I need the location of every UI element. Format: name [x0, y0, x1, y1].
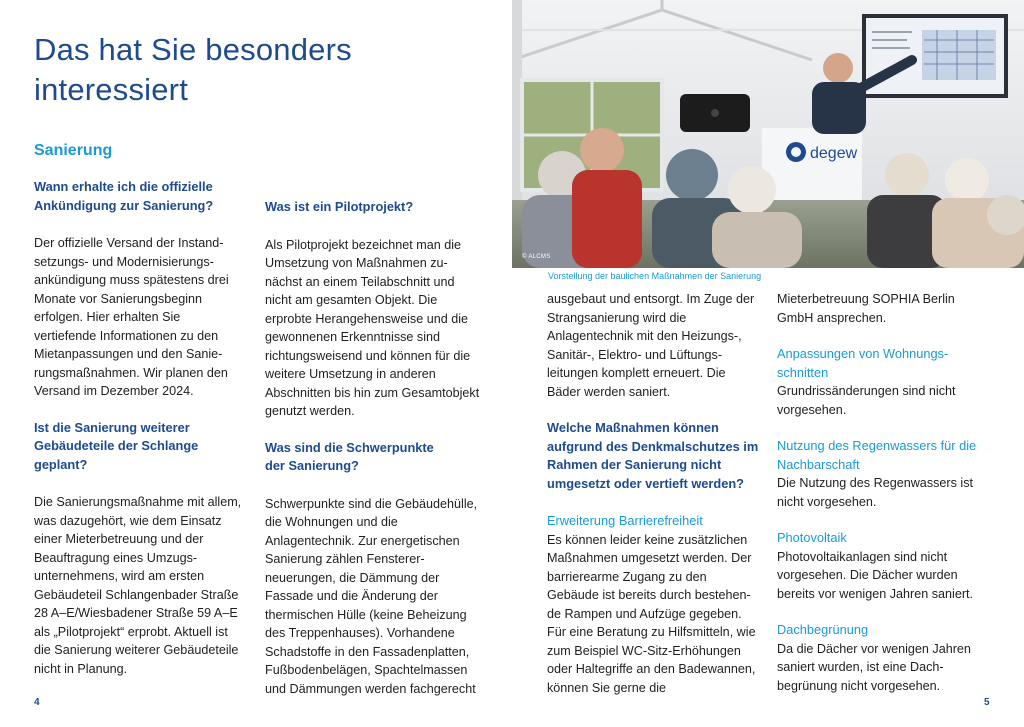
answer-text: Der offizielle Versand der Instandsetzungs- und Modernisierungsankündigung muss spätestens drei Monate vor Sanierungsbeginn erfolgen. Hier erhalten Sie vertiefende Informationen zu den Mietanpassungen und den Sanierungsmaßnahmen. Wir planen den Versand im Dezember 2024. [34, 236, 229, 398]
answer-text: Grundrissänderungen sind nicht vorgesehen. [777, 384, 956, 417]
banner-text: degew [810, 145, 858, 162]
column-3 [547, 290, 759, 697]
answer-text: Da die Dächer vor wenigen Jahren saniert wurden, ist eine Dachbegrünung nicht vorgesehen. [777, 641, 971, 693]
question-heading: Was ist ein Pilotprojekt? [265, 199, 414, 214]
answer-text: Photovoltaikanlagen sind nicht vorgesehen. Die Dächer wurden bereits vor wenigen Jahren saniert. [777, 549, 974, 601]
subheading: Photovoltaik [777, 530, 847, 545]
question-heading: Wann erhalte ich die offizielle Ankündigung zur Sanierung? [34, 179, 214, 213]
subheading: Nutzung des Regenwassers für die Nachbarschaft [777, 438, 977, 472]
answer-text: Mieterbetreuung SOPHIA Berlin GmbH ansprechen. [777, 292, 955, 325]
column-1 [34, 178, 244, 678]
answer-text: Als Pilotprojekt bezeichnet man die Umsetzung von Maßnahmen zunächst an einem Teilabschnitt und nicht am gesamten Objekt. Die erprobte Herangehensweise und die gewonnenen Erkenntnisse sind richtungsweisend und können für die weitere Umsetzung in anderen Abschnitten bis hin zum Gesamtobjekt genutzt werden. [265, 237, 480, 418]
photo-credit: © ALCMS [522, 254, 551, 260]
question-heading: Ist die Sanierung weiterer Gebäudeteile der Schlange geplant? [34, 419, 199, 472]
photo-caption: Vorstellung der baulichen Maßnahmen der Sanierung [548, 271, 762, 281]
answer-text: Die Nutzung des Regenwassers ist nicht vorgesehen. [777, 476, 973, 509]
column-2 [265, 198, 480, 698]
answer-text: ausgebaut und entsorgt. Im Zuge der Strangsanierung wird die Anlagentechnik mit den Heizungs-, Sanitär-, Elektro- und Lüftungsleitungen komplett erneuert. Die Bäder werden saniert. [547, 292, 755, 399]
event-photo [512, 0, 1024, 268]
page-number-left: 4 [34, 697, 40, 708]
page-title: Das hat Sie besonders interessiert [34, 32, 352, 107]
subheading: Anpassungen von Wohnungsschnitten [777, 346, 949, 380]
subheading: Erweiterung Barrierefreiheit [547, 513, 703, 528]
subheading: Dachbegrünung [777, 622, 869, 637]
event-photo-illustration [512, 0, 1024, 268]
answer-text: Die Sanierungsmaßnahme mit allem, was dazugehört, wie dem Einsatz einer Mieterbetreuung und der Beauftragung eines Umzugsunternehmens, wird am ersten Gebäudeteil Schlangenbader Straße 28 A–E/Wiesbadener Straße 59 A–E als „Pilotprojekt“ erprobt. Aktuell ist die Sanierung weiterer Gebäudeteile nicht in Planung. [34, 495, 242, 676]
column-4 [777, 290, 982, 695]
answer-text: Schwerpunkte sind die Gebäudehülle, die Wohnungen und die Anlagentechnik. Zur energetischen Sanierung zählen Fenstererneuerungen, die Dämmung der Fassade und die Änderung der thermischen Hülle (keine Beheizung des Treppenhauses). Vorhandene Schadstoffe in den Fassadenplatten, Fußbodenbelägen, Spachtelmassen und Dämmungen werden fachgerecht [265, 496, 478, 696]
question-heading: Welche Maßnahmen können aufgrund des Denkmalschutzes im Rahmen der Sanierung nicht umgesetzt oder vertieft werden? [547, 420, 759, 491]
answer-text: Es können leider keine zusätzlichen Maßnahmen umgesetzt werden. Der barrierearme Zugang zu den Gebäude ist bereits durch bestehende Rampen und Aufzüge gegeben. Für eine Beratung zu Hilfsmitteln, wie zum Beispiel WC-Sitz-Erhöhungen oder Haltegriffe an den Badewannen, können Sie gerne die [547, 532, 756, 695]
section-heading: Sanierung [34, 142, 113, 159]
page-number-right: 5 [984, 697, 990, 708]
question-heading: Was sind die Schwerpunkte der Sanierung? [265, 439, 434, 473]
